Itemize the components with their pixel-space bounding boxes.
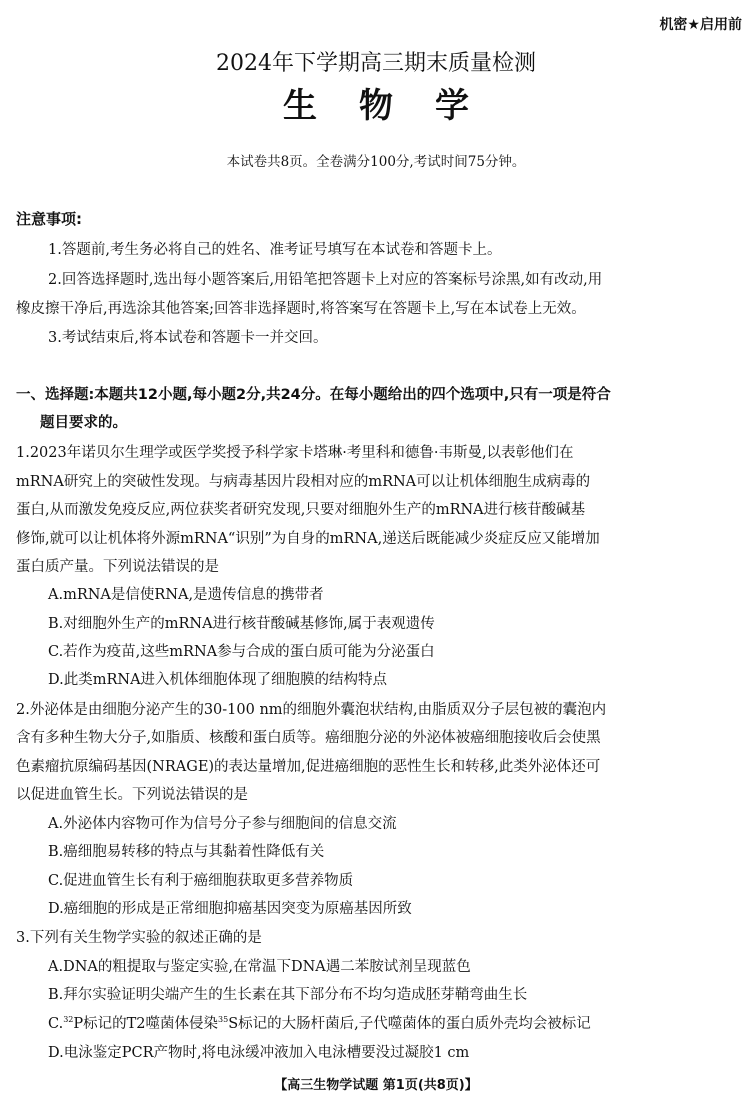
question-2-option-c: C.促进血管生长有利于癌细胞获取更多营养物质 bbox=[48, 873, 354, 889]
section-heading-cont: 题目要求的。 bbox=[40, 415, 127, 431]
notice-line: 3.考试结束后,将本试卷和答题卡一并交回。 bbox=[48, 330, 328, 346]
option-c-prefix: C. bbox=[48, 1016, 64, 1032]
section-heading: 一、选择题:本题共12小题,每小题2分,共24分。在每小题给出的四个选项中,只有一项是符合 bbox=[16, 387, 611, 403]
notice-line: 2.回答选择题时,选出每小题答案后,用铅笔把答题卡上对应的答案标号涂黑,如有改动,用 bbox=[48, 272, 603, 288]
exam-info: 本试卷共8页。全卷满分100分,考试时间75分钟。 bbox=[226, 154, 526, 170]
question-2-option-a: A.外泌体内容物可作为信号分子参与细胞间的信息交流 bbox=[48, 816, 397, 832]
question-1-stem: mRNA研究上的突破性发现。与病毒基因片段相对应的mRNA可以让机体细胞生成病毒的 bbox=[16, 474, 591, 490]
question-1-option-b: B.对细胞外生产的mRNA进行核苷酸碱基修饰,属于表观遗传 bbox=[48, 616, 435, 632]
question-3-option-c bbox=[48, 1012, 752, 1033]
question-1-option-c: C.若作为疫苗,这些mRNA参与合成的蛋白质可能为分泌蛋白 bbox=[48, 644, 435, 660]
question-2-stem: 2.外泌体是由细胞分泌产生的30-100 nm的细胞外囊泡状结构,由脂质双分子层包被的囊泡内 bbox=[16, 702, 607, 718]
question-2-option-d: D.癌细胞的形成是正常细胞抑癌基因突变为原癌基因所致 bbox=[48, 901, 412, 917]
page-footer: 【高三生物学试题 第1页(共8页)】 bbox=[274, 1078, 478, 1093]
question-1-stem: 蛋白质产量。下列说法错误的是 bbox=[16, 559, 219, 575]
question-1-option-d: D.此类mRNA进入机体细胞体现了细胞膜的结构特点 bbox=[48, 672, 388, 688]
confidential-mark: 机密★启用前 bbox=[659, 17, 742, 33]
notice-line: 1.答题前,考生务必将自己的姓名、准考证号填写在本试卷和答题卡上。 bbox=[48, 242, 502, 258]
option-c-text: S标记的大肠杆菌后,子代噬菌体的蛋白质外壳均会被标记 bbox=[228, 1016, 591, 1032]
question-1-option-a: A.mRNA是信使RNA,是遗传信息的携带者 bbox=[48, 587, 324, 603]
question-2-stem: 色素瘤抗原编码基因(NRAGE)的表达量增加,促进癌细胞的恶性生长和转移,此类外泌体还可 bbox=[16, 759, 601, 775]
question-2-stem: 含有多种生物大分子,如脂质、核酸和蛋白质等。癌细胞分泌的外泌体被癌细胞接收后会使黑 bbox=[16, 730, 601, 746]
question-2-stem: 以促进血管生长。下列说法错误的是 bbox=[16, 787, 248, 803]
isotope-superscript: 35 bbox=[218, 1015, 229, 1025]
option-c-text: P标记的T2噬菌体侵染 bbox=[73, 1016, 219, 1032]
question-1-stem: 蛋白,从而激发免疫反应,两位获奖者研究发现,只要对细胞外生产的mRNA进行核苷酸碱基 bbox=[16, 502, 586, 518]
question-1-stem: 修饰,就可以让机体将外源mRNA“识别”为自身的mRNA,递送后既能减少炎症反应又能增加 bbox=[16, 531, 600, 547]
notice-line: 橡皮擦干净后,再选涂其他答案;回答非选择题时,将答案写在答题卡上,写在本试卷上无效。 bbox=[16, 301, 586, 317]
question-3-stem: 3.下列有关生物学实验的叙述正确的是 bbox=[16, 930, 262, 946]
isotope-superscript: 32 bbox=[63, 1015, 74, 1025]
question-3-option-d: D.电泳鉴定PCR产物时,将电泳缓冲液加入电泳槽要没过凝胶1 cm bbox=[48, 1045, 470, 1061]
subject-title: 生物学 bbox=[283, 86, 511, 126]
question-2-option-b: B.癌细胞易转移的特点与其黏着性降低有关 bbox=[48, 844, 325, 860]
notice-heading: 注意事项: bbox=[16, 210, 82, 228]
question-3-option-b: B.拜尔实验证明尖端产生的生长素在其下部分布不均匀造成胚芽鞘弯曲生长 bbox=[48, 987, 528, 1003]
question-3-option-a: A.DNA的粗提取与鉴定实验,在常温下DNA遇二苯胺试剂呈现蓝色 bbox=[48, 959, 471, 975]
exam-title: 2024年下学期高三期末质量检测 bbox=[216, 51, 536, 76]
question-1-stem: 1.2023年诺贝尔生理学或医学奖授予科学家卡塔琳·考里科和德鲁·韦斯曼,以表彰他们在 bbox=[16, 445, 574, 461]
